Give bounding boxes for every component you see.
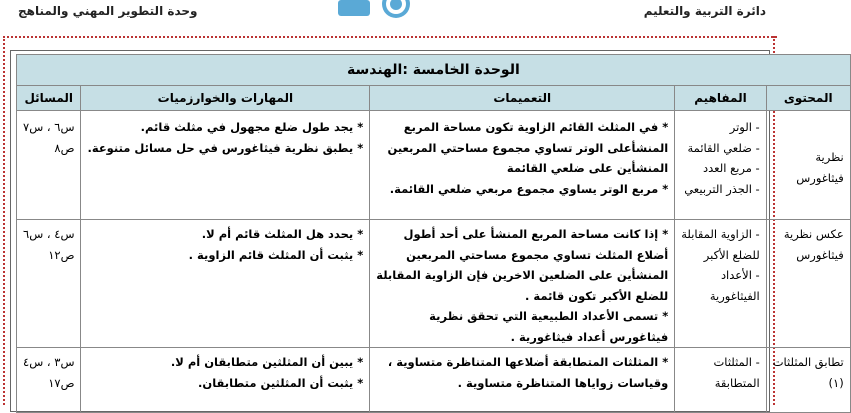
cell-line: * يطبق نظرية فيثاغورس في حل مسائل متنوعة. [87,140,364,155]
header-content: المحتوى [766,86,850,111]
table-row [17,220,851,348]
cell-line: * يبين أن المثلثين متطابقان أم لا. [170,355,364,369]
cell-line: ص١٧ [48,375,75,390]
problems-cell [17,348,81,413]
cell-line: - الأعداد [720,268,760,282]
header-department-left: وحدة التطوير المهني والمناهج [18,4,198,18]
problems-cell [17,111,81,220]
table-header-row [17,86,851,111]
cell-line: * في المثلث القائم الزاوية تكون مساحة المربع [403,120,669,134]
cell-line: * يحدد هل المثلث قائم أم لا. [201,227,364,241]
concepts-cell [675,111,766,220]
cell-line: - الجذر التربيعي [684,181,760,196]
cell-line: فيثاغورس أعداد فيثاغورية . [510,329,669,344]
cell-line: - الوتر [729,120,760,134]
concepts-cell [675,348,766,413]
skills-cell [81,111,370,220]
content-cell [766,111,850,220]
header-concepts: المفاهيم [675,86,766,111]
cell-line: وقياسات زواياها المتناظرة متساوية . [457,375,669,390]
cell-line: فيثاغورس [796,247,844,262]
cell-line: * تسمى الأعداد الطبيعية التي تحقق نظرية [429,309,669,323]
cell-line: للضلع الأكبر [703,247,760,262]
cell-line: ص١٢ [48,247,75,262]
cell-line: ص٨ [54,140,75,155]
cell-line: س٤ ، س٦ [23,227,75,241]
skills-cell [81,348,370,413]
content-cell [766,348,850,413]
skills-cell [81,220,370,348]
content-cell [766,220,850,348]
decorative-border-top [3,36,777,38]
cell-line: نظرية [815,150,844,164]
table-row [17,111,851,220]
header-department-right: دائرة التربية والتعليم [643,4,766,18]
header-generalizations: التعميمات [370,86,675,111]
cell-line: فيثاغورس [796,170,844,185]
cell-line: س٣ ، س٤ [23,355,75,369]
cell-line: الفيثاغورية [709,288,760,303]
cell-line: عكس نظرية [783,227,844,241]
cell-line: * المثلثات المتطابقة أضلاعها المتناظرة متساوية ، [387,355,669,369]
cell-line: أضلاع المثلث تساوي مجموع مساحتي المربعين [406,247,669,262]
generalizations-cell [370,111,675,220]
unrwa-logo [338,0,438,20]
unit-title: الوحدة الخامسة :الهندسة [17,55,851,86]
cell-line: المنشأعلى الوتر تساوي مجموع مساحتي المربعين [387,140,669,155]
curriculum-table [16,54,851,413]
cell-line: - الزاوية المقابلة [681,227,760,241]
generalizations-cell [370,348,675,413]
decorative-border-left [3,36,7,405]
concepts-cell [675,220,766,348]
cell-line: * يثبت أن المثلث قائم الزاوية . [188,247,364,262]
unit-title-row [17,55,851,86]
cell-line: للضلع الأكبر تكون قائمة . [525,288,669,303]
cell-line: - المثلثات [713,355,760,369]
table-row [17,348,851,413]
cell-line: * يجد طول ضلع مجهول في مثلث قائم. [140,120,364,134]
header-problems: المسائل [17,86,81,111]
cell-line: المنشأين على الضلعين الاخرين فإن الزاوية المقابلة [376,268,669,282]
generalizations-cell [370,220,675,348]
cell-line: المتطابقة [714,375,760,390]
problems-cell [17,220,81,348]
cell-line: * يثبت أن المثلثين متطابقان. [198,375,364,390]
cell-line: * مربع الوتر يساوي مجموع مربعي ضلعي القائمة. [389,181,669,196]
header-skills: المهارات والخوارزميات [81,86,370,111]
cell-line: المنشأين على ضلعي القائمة [506,161,669,175]
cell-line: تطابق المثلثات [772,355,844,369]
cell-line: - ضلعي القائمة [687,140,760,155]
cell-line: - مربع العدد [703,161,760,175]
cell-line: س٦ ، س٧ [23,120,75,134]
cell-line: (١) [828,375,844,390]
cell-line: * إذا كانت مساحة المربع المنشأ على أحد أطول [403,227,669,241]
